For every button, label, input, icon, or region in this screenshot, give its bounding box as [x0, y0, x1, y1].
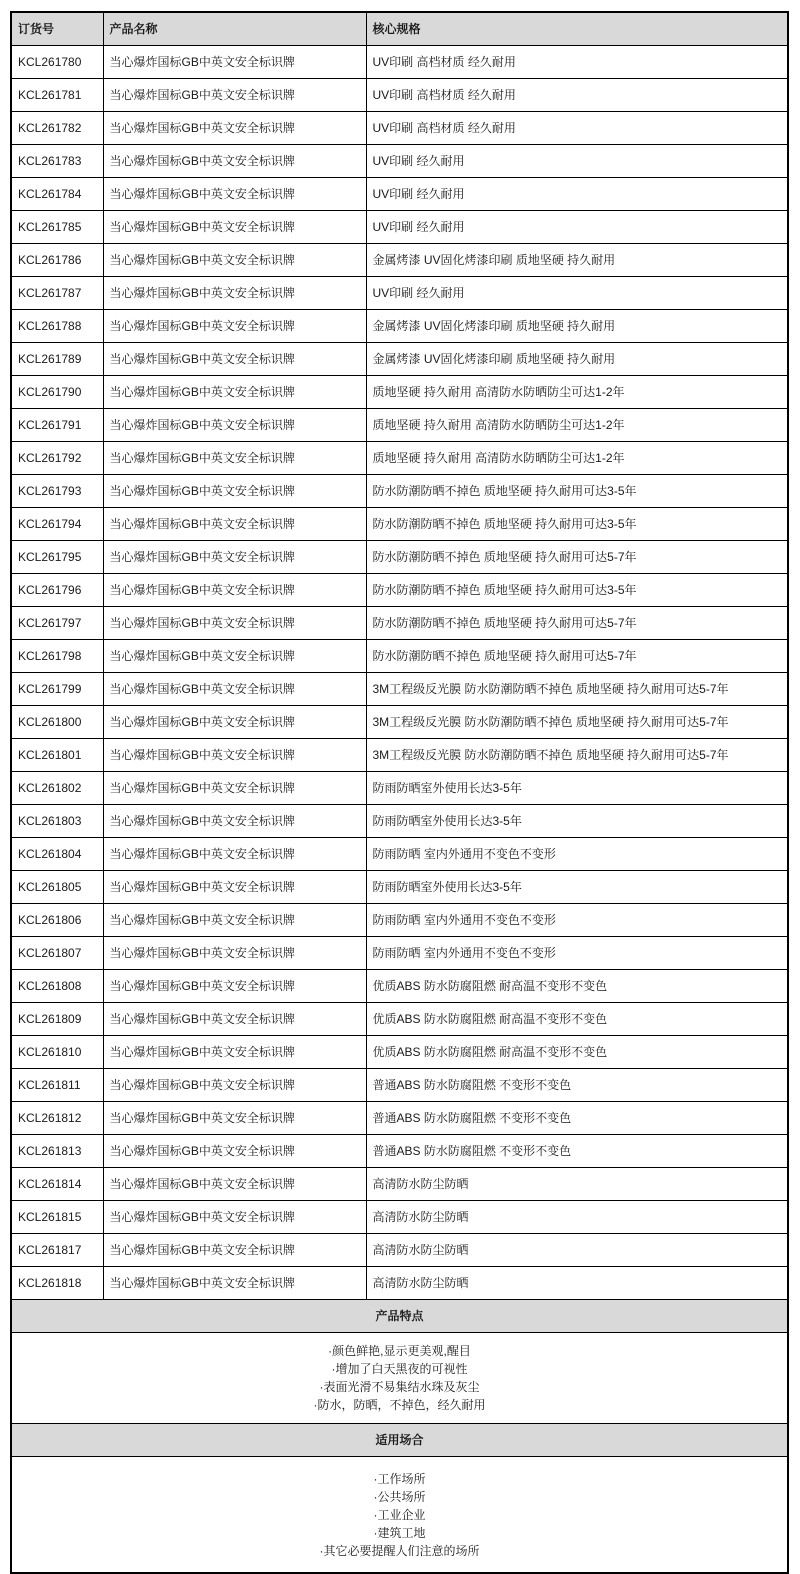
product-name-cell: 当心爆炸国标GB中英文安全标识牌 — [103, 1102, 366, 1135]
spec-cell: 普通ABS 防水防腐阻燃 不变形不变色 — [366, 1069, 788, 1102]
spec-cell: 防水防潮防晒不掉色 质地坚硬 持久耐用可达5-7年 — [366, 640, 788, 673]
table-row — [11, 1069, 788, 1102]
spec-cell: 防雨防晒室外使用长达3-5年 — [366, 805, 788, 838]
product-name-cell: 当心爆炸国标GB中英文安全标识牌 — [103, 904, 366, 937]
spec-cell: 高清防水防尘防晒 — [366, 1201, 788, 1234]
features-content — [11, 1333, 788, 1424]
spec-cell: 金属烤漆 UV固化烤漆印刷 质地坚硬 持久耐用 — [366, 310, 788, 343]
spec-cell: UV印刷 高档材质 经久耐用 — [366, 79, 788, 112]
spec-cell: 优质ABS 防水防腐阻燃 耐高温不变形不变色 — [366, 1003, 788, 1036]
table-row — [11, 277, 788, 310]
spec-cell: 防水防潮防晒不掉色 质地坚硬 持久耐用可达3-5年 — [366, 508, 788, 541]
spec-cell: UV印刷 经久耐用 — [366, 211, 788, 244]
order-id-cell: KCL261789 — [11, 343, 103, 376]
table-row — [11, 1168, 788, 1201]
spec-cell: 质地坚硬 持久耐用 高清防水防晒防尘可达1-2年 — [366, 442, 788, 475]
product-name-cell: 当心爆炸国标GB中英文安全标识牌 — [103, 706, 366, 739]
product-spec-table — [10, 11, 789, 1574]
order-id-cell: KCL261792 — [11, 442, 103, 475]
spec-cell: UV印刷 高档材质 经久耐用 — [366, 112, 788, 145]
applications-section-title: 适用场合 — [11, 1424, 788, 1457]
table-row — [11, 970, 788, 1003]
order-id-cell: KCL261808 — [11, 970, 103, 1003]
order-id-cell: KCL261795 — [11, 541, 103, 574]
table-row — [11, 1201, 788, 1234]
order-id-cell: KCL261813 — [11, 1135, 103, 1168]
table-row — [11, 145, 788, 178]
spec-cell: UV印刷 经久耐用 — [366, 145, 788, 178]
order-id-cell: KCL261780 — [11, 46, 103, 79]
product-name-cell: 当心爆炸国标GB中英文安全标识牌 — [103, 442, 366, 475]
order-id-cell: KCL261803 — [11, 805, 103, 838]
table-row — [11, 112, 788, 145]
spec-cell: 高清防水防尘防晒 — [366, 1234, 788, 1267]
order-id-cell: KCL261787 — [11, 277, 103, 310]
product-name-cell: 当心爆炸国标GB中英文安全标识牌 — [103, 1234, 366, 1267]
product-name-cell: 当心爆炸国标GB中英文安全标识牌 — [103, 607, 366, 640]
table-row — [11, 838, 788, 871]
order-id-cell: KCL261790 — [11, 376, 103, 409]
spec-cell: 防雨防晒室外使用长达3-5年 — [366, 772, 788, 805]
spec-cell: 3M工程级反光膜 防水防潮防晒不掉色 质地坚硬 持久耐用可达5-7年 — [366, 706, 788, 739]
product-name-cell: 当心爆炸国标GB中英文安全标识牌 — [103, 1201, 366, 1234]
section-header-features — [11, 1300, 788, 1333]
order-id-cell: KCL261802 — [11, 772, 103, 805]
table-row — [11, 607, 788, 640]
order-id-cell: KCL261806 — [11, 904, 103, 937]
table-row — [11, 46, 788, 79]
spec-cell: UV印刷 高档材质 经久耐用 — [366, 46, 788, 79]
spec-cell: 质地坚硬 持久耐用 高清防水防晒防尘可达1-2年 — [366, 376, 788, 409]
product-name-cell: 当心爆炸国标GB中英文安全标识牌 — [103, 475, 366, 508]
order-id-cell: KCL261788 — [11, 310, 103, 343]
product-name-cell: 当心爆炸国标GB中英文安全标识牌 — [103, 508, 366, 541]
product-name-cell: 当心爆炸国标GB中英文安全标识牌 — [103, 1168, 366, 1201]
table-row — [11, 475, 788, 508]
spec-cell: 金属烤漆 UV固化烤漆印刷 质地坚硬 持久耐用 — [366, 244, 788, 277]
spec-cell: 防雨防晒 室内外通用不变色不变形 — [366, 937, 788, 970]
table-row — [11, 805, 788, 838]
table-row — [11, 904, 788, 937]
table-row — [11, 937, 788, 970]
table-row — [11, 574, 788, 607]
product-name-cell: 当心爆炸国标GB中英文安全标识牌 — [103, 112, 366, 145]
spec-cell: 普通ABS 防水防腐阻燃 不变形不变色 — [366, 1135, 788, 1168]
spec-cell: 防雨防晒室外使用长达3-5年 — [366, 871, 788, 904]
order-id-cell: KCL261796 — [11, 574, 103, 607]
spec-cell: 防雨防晒 室内外通用不变色不变形 — [366, 838, 788, 871]
table-row — [11, 211, 788, 244]
spec-cell: 普通ABS 防水防腐阻燃 不变形不变色 — [366, 1102, 788, 1135]
order-id-cell: KCL261817 — [11, 1234, 103, 1267]
applications-content — [11, 1457, 788, 1574]
product-name-cell: 当心爆炸国标GB中英文安全标识牌 — [103, 79, 366, 112]
spec-cell: 防水防潮防晒不掉色 质地坚硬 持久耐用可达5-7年 — [366, 541, 788, 574]
order-id-cell: KCL261783 — [11, 145, 103, 178]
product-name-cell: 当心爆炸国标GB中英文安全标识牌 — [103, 937, 366, 970]
order-id-cell: KCL261782 — [11, 112, 103, 145]
order-id-cell: KCL261799 — [11, 673, 103, 706]
order-id-cell: KCL261798 — [11, 640, 103, 673]
bullet-line: ·工作场所 — [373, 1471, 426, 1486]
table-row — [11, 1036, 788, 1069]
product-name-cell: 当心爆炸国标GB中英文安全标识牌 — [103, 739, 366, 772]
table-row — [11, 541, 788, 574]
table-row — [11, 1003, 788, 1036]
table-row — [11, 673, 788, 706]
product-name-cell: 当心爆炸国标GB中英文安全标识牌 — [103, 1069, 366, 1102]
product-name-cell: 当心爆炸国标GB中英文安全标识牌 — [103, 1036, 366, 1069]
bullet-line: ·工业企业 — [373, 1507, 426, 1522]
spec-cell: 防雨防晒 室内外通用不变色不变形 — [366, 904, 788, 937]
order-id-cell: KCL261810 — [11, 1036, 103, 1069]
bullet-line: ·其它必要提醒人们注意的场所 — [319, 1543, 480, 1558]
spec-cell: UV印刷 经久耐用 — [366, 277, 788, 310]
product-name-cell: 当心爆炸国标GB中英文安全标识牌 — [103, 640, 366, 673]
table-row — [11, 178, 788, 211]
section-body-applications — [11, 1457, 788, 1574]
section-header-applications — [11, 1424, 788, 1457]
order-id-cell: KCL261818 — [11, 1267, 103, 1300]
features-section-title: 产品特点 — [11, 1300, 788, 1333]
order-id-cell: KCL261794 — [11, 508, 103, 541]
order-id-cell: KCL261801 — [11, 739, 103, 772]
product-name-cell: 当心爆炸国标GB中英文安全标识牌 — [103, 409, 366, 442]
product-name-cell: 当心爆炸国标GB中英文安全标识牌 — [103, 673, 366, 706]
product-name-cell: 当心爆炸国标GB中英文安全标识牌 — [103, 970, 366, 1003]
order-id-cell: KCL261809 — [11, 1003, 103, 1036]
section-body-features — [11, 1333, 788, 1424]
table-row — [11, 376, 788, 409]
spec-cell: 防水防潮防晒不掉色 质地坚硬 持久耐用可达5-7年 — [366, 607, 788, 640]
bullet-line: ·公共场所 — [373, 1489, 426, 1504]
order-id-cell: KCL261784 — [11, 178, 103, 211]
table-row — [11, 1135, 788, 1168]
spec-cell: 防水防潮防晒不掉色 质地坚硬 持久耐用可达3-5年 — [366, 574, 788, 607]
table-row — [11, 343, 788, 376]
table-row — [11, 1234, 788, 1267]
product-name-cell: 当心爆炸国标GB中英文安全标识牌 — [103, 574, 366, 607]
order-id-cell: KCL261793 — [11, 475, 103, 508]
product-name-cell: 当心爆炸国标GB中英文安全标识牌 — [103, 244, 366, 277]
spec-cell: UV印刷 经久耐用 — [366, 178, 788, 211]
product-name-cell: 当心爆炸国标GB中英文安全标识牌 — [103, 1135, 366, 1168]
order-id-cell: KCL261805 — [11, 871, 103, 904]
product-name-cell: 当心爆炸国标GB中英文安全标识牌 — [103, 310, 366, 343]
order-id-cell: KCL261786 — [11, 244, 103, 277]
product-name-cell: 当心爆炸国标GB中英文安全标识牌 — [103, 46, 366, 79]
spec-cell: 质地坚硬 持久耐用 高清防水防晒防尘可达1-2年 — [366, 409, 788, 442]
spec-cell: 防水防潮防晒不掉色 质地坚硬 持久耐用可达3-5年 — [366, 475, 788, 508]
product-name-cell: 当心爆炸国标GB中英文安全标识牌 — [103, 805, 366, 838]
table-row — [11, 310, 788, 343]
table-header-row — [11, 12, 788, 46]
table-row — [11, 706, 788, 739]
product-name-cell: 当心爆炸国标GB中英文安全标识牌 — [103, 1267, 366, 1300]
product-name-cell: 当心爆炸国标GB中英文安全标识牌 — [103, 211, 366, 244]
product-rows — [11, 46, 788, 1300]
product-name-cell: 当心爆炸国标GB中英文安全标识牌 — [103, 178, 366, 211]
product-name-cell: 当心爆炸国标GB中英文安全标识牌 — [103, 343, 366, 376]
product-name-cell: 当心爆炸国标GB中英文安全标识牌 — [103, 277, 366, 310]
table-row — [11, 871, 788, 904]
spec-cell: 3M工程级反光膜 防水防潮防晒不掉色 质地坚硬 持久耐用可达5-7年 — [366, 739, 788, 772]
table-row — [11, 1102, 788, 1135]
applications-bullet-list — [18, 1470, 781, 1560]
order-id-cell: KCL261811 — [11, 1069, 103, 1102]
product-name-cell: 当心爆炸国标GB中英文安全标识牌 — [103, 376, 366, 409]
order-id-cell: KCL261812 — [11, 1102, 103, 1135]
table-row — [11, 508, 788, 541]
column-header-order-id: 订货号 — [11, 12, 103, 46]
product-name-cell: 当心爆炸国标GB中英文安全标识牌 — [103, 772, 366, 805]
spec-cell: 优质ABS 防水防腐阻燃 耐高温不变形不变色 — [366, 1036, 788, 1069]
column-header-product-name: 产品名称 — [103, 12, 366, 46]
product-name-cell: 当心爆炸国标GB中英文安全标识牌 — [103, 871, 366, 904]
column-header-spec: 核心规格 — [366, 12, 788, 46]
bullet-line: ·增加了白天黑夜的可视性 — [331, 1362, 468, 1376]
spec-cell: 优质ABS 防水防腐阻燃 耐高温不变形不变色 — [366, 970, 788, 1003]
table-row — [11, 739, 788, 772]
bullet-line: ·建筑工地 — [373, 1525, 426, 1540]
product-name-cell: 当心爆炸国标GB中英文安全标识牌 — [103, 541, 366, 574]
product-name-cell: 当心爆炸国标GB中英文安全标识牌 — [103, 1003, 366, 1036]
table-row — [11, 772, 788, 805]
order-id-cell: KCL261815 — [11, 1201, 103, 1234]
order-id-cell: KCL261797 — [11, 607, 103, 640]
table-row — [11, 409, 788, 442]
order-id-cell: KCL261785 — [11, 211, 103, 244]
order-id-cell: KCL261804 — [11, 838, 103, 871]
spec-cell: 金属烤漆 UV固化烤漆印刷 质地坚硬 持久耐用 — [366, 343, 788, 376]
order-id-cell: KCL261800 — [11, 706, 103, 739]
table-row — [11, 79, 788, 112]
product-name-cell: 当心爆炸国标GB中英文安全标识牌 — [103, 838, 366, 871]
bullet-line: ·颜色鲜艳,显示更美观,醒目 — [328, 1344, 471, 1358]
spec-cell: 高清防水防尘防晒 — [366, 1168, 788, 1201]
order-id-cell: KCL261814 — [11, 1168, 103, 1201]
spec-cell: 3M工程级反光膜 防水防潮防晒不掉色 质地坚硬 持久耐用可达5-7年 — [366, 673, 788, 706]
order-id-cell: KCL261781 — [11, 79, 103, 112]
table-row — [11, 442, 788, 475]
features-bullet-list — [18, 1342, 781, 1414]
product-name-cell: 当心爆炸国标GB中英文安全标识牌 — [103, 145, 366, 178]
table-row — [11, 640, 788, 673]
table-row — [11, 1267, 788, 1300]
bullet-line: ·防水，防晒，不掉色，经久耐用 — [313, 1398, 486, 1412]
bullet-line: ·表面光滑不易集结水珠及灰尘 — [319, 1380, 480, 1394]
order-id-cell: KCL261791 — [11, 409, 103, 442]
order-id-cell: KCL261807 — [11, 937, 103, 970]
spec-cell: 高清防水防尘防晒 — [366, 1267, 788, 1300]
table-row — [11, 244, 788, 277]
